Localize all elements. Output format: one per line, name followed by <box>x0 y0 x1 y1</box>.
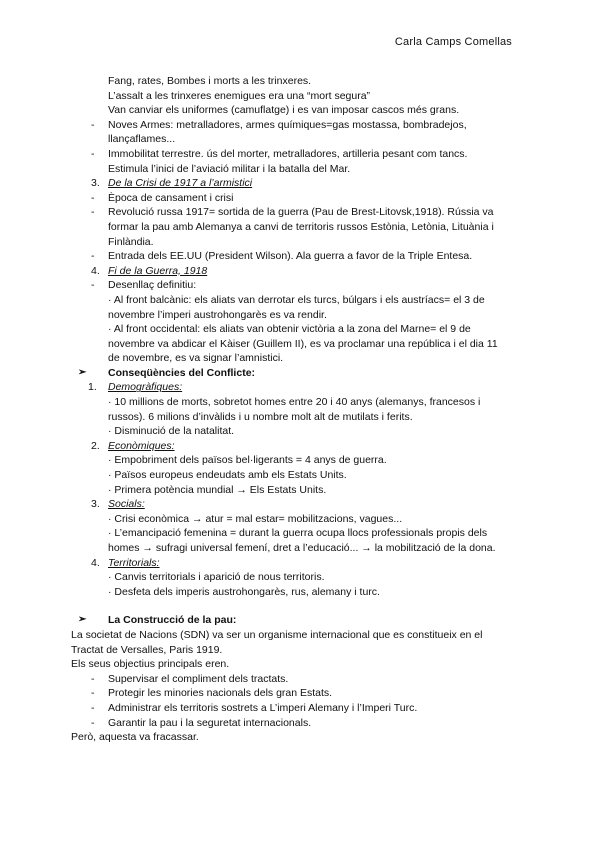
numbered-heading: 1. Demogràfiques: <box>88 381 183 394</box>
text-line: Estimula l’inici de l’aviació militar i la batalla del Mar. <box>108 162 351 175</box>
section-heading: 4. Fi de la Guerra, 1918 <box>91 264 208 277</box>
list-item: - Noves Armes: metralladores, armes químiques=gas mostassa, bombradejos, <box>91 118 467 131</box>
numbered-heading: 3. Socials: <box>91 498 145 511</box>
text-line: formar la pau amb Alemanya a canvi de territoris russos Estònia, Letònia, Lituània i <box>108 220 494 233</box>
dash-bullet: - <box>91 279 95 292</box>
text-line: · Desfeta dels imperis austrohongarès, rus, alemany i turc. <box>108 585 380 598</box>
list-item: - Protegir les minories nacionals dels gran Estats. <box>91 687 333 700</box>
arrow-bullet-icon: ➢ <box>78 366 87 378</box>
list-item: - Època de cansament i crisi <box>91 191 234 204</box>
text-line: russos). 6 milions d’invàlids i u nombre molt alt de mutilats i ferits. <box>108 410 413 423</box>
section-heading: 3. De la Crisi de 1917 a l’armistici <box>91 177 253 190</box>
text-line: · Primera potència mundial → Els Estats Units. <box>108 483 327 496</box>
text-line: Però, aquesta va fracassar. <box>71 731 199 744</box>
text-line: · 10 millions de morts, sobretot homes entre 20 i 40 anys (alemanys, francesos i <box>108 396 481 409</box>
consequences-heading: ➢ Conseqüències del Conflicte: <box>78 366 256 379</box>
dash-bullet: - <box>91 118 95 131</box>
text-line: · L’emancipació femenina = durant la guerra ocupa llocs professionals propis dels <box>108 527 488 540</box>
dash-bullet: - <box>91 687 95 700</box>
numbered-heading: 2. Econòmiques: <box>91 439 175 452</box>
list-item: - Entrada dels EE.UU (President Wilson). Ala guerra a favor de la Triple Entesa. <box>91 250 473 263</box>
list-item: - Garantir la pau i la seguretat internacionals. <box>91 716 312 729</box>
list-item: - Revolució russa 1917= sortida de la guerra (Pau de Brest-Litovsk,1918). Rússia va <box>91 206 494 219</box>
list-item: - Supervisar el compliment dels tractats. <box>91 672 289 685</box>
text-line: homes → sufragi universal femení, dret a l’educació... → la mobilització de la dona. <box>108 542 496 554</box>
dash-bullet: - <box>91 191 95 204</box>
text-line: · Crisi econòmica → atur = mal estar= mobilitzacions, vagues... <box>108 512 403 525</box>
dash-bullet: - <box>91 206 95 219</box>
dash-bullet: - <box>91 250 95 263</box>
text-line: · Països europeus endeudats amb els Estats Units. <box>108 469 347 482</box>
list-item: - Administrar els territoris sostrets a L’imperi Alemany i l’Imperi Turc. <box>91 701 418 714</box>
text-line: · Canvis territorials i aparició de nous territoris. <box>108 571 325 584</box>
text-line: · Al front balcànic: els aliats van derrotar els turcs, búlgars i els austríacs= el 3 de <box>108 293 485 306</box>
list-item: - Desenllaç definitiu: <box>91 279 197 292</box>
text-line: Els seus objectius principals eren. <box>71 658 230 671</box>
document-body <box>71 74 531 745</box>
dash-bullet: - <box>91 716 95 729</box>
author-name: Carla Camps Comellas <box>394 36 512 48</box>
dash-bullet: - <box>91 672 95 685</box>
text-line: novembre l’imperi austrohongarès es va rendir. <box>108 308 327 321</box>
peace-heading: ➢ La Construcció de la pau: <box>78 614 237 627</box>
text-line: L’assalt a les trinxeres enemigues era una “mort segura” <box>108 89 371 102</box>
text-line: Van canviar els uniformes (camuflatge) i es van imposar cascos més grans. <box>108 104 460 117</box>
text-line: Fang, rates, Bombes i morts a les trinxeres. <box>108 75 312 87</box>
numbered-heading: 4. Territorials: <box>91 556 160 569</box>
text-line: La societat de Nacions (SDN) va ser un organisme internacional que es constitueix en el <box>71 628 483 641</box>
list-item: - Immobilitat terrestre. ús del morter, metralladores, artilleria pesant com tancs. <box>91 147 468 160</box>
dash-bullet: - <box>91 701 95 714</box>
text-line: · Empobriment dels països bel·ligerants = 4 anys de guerra. <box>108 454 387 467</box>
text-line: Finlàndia. <box>108 235 154 248</box>
text-line: · Al front occidental: els aliats van obtenir victòria a la zona del Marne= el 9 de <box>108 323 471 336</box>
arrow-bullet-icon: ➢ <box>78 614 87 626</box>
text-line: llançaflames... <box>108 133 176 146</box>
text-line: Tractat de Versalles, Paris 1919. <box>71 643 223 656</box>
text-line: · Disminució de la natalitat. <box>108 425 235 438</box>
text-line: novembre va abdicar el Kàiser (Guillem II), es va proclamar una república i el dia 11 <box>108 337 498 350</box>
text-line: de novembre, es va signar l’amnistici. <box>108 352 284 365</box>
dash-bullet: - <box>91 147 95 160</box>
